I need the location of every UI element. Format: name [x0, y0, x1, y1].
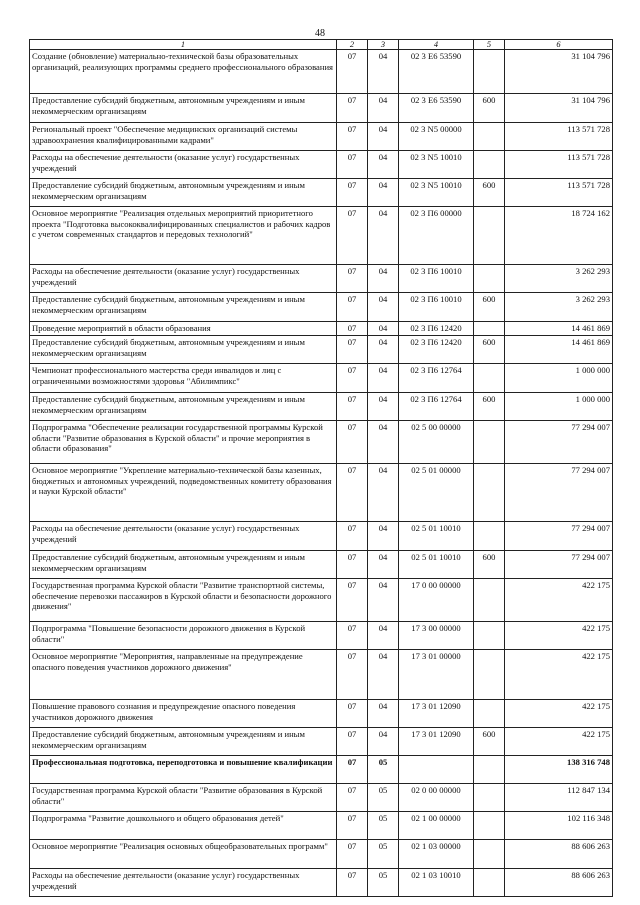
row-name: Предоставление субсидий бюджетным, автономным учреждениям и иным некоммерческим организациям: [30, 293, 337, 322]
table-row: [30, 700, 613, 728]
table-row: [30, 336, 613, 364]
row-name: Проведение мероприятий в области образования: [30, 322, 337, 336]
table-row: [30, 293, 613, 322]
budget-table: [29, 39, 613, 897]
row-target-article: 17 3 01 00000: [399, 650, 474, 700]
row-amount: 14 461 869: [505, 322, 613, 336]
row-section: 07: [337, 179, 368, 207]
row-amount: 18 724 162: [505, 207, 613, 265]
row-target-article: 02 1 00 00000: [399, 812, 474, 840]
row-amount: 88 606 263: [505, 840, 613, 869]
table-row: [30, 650, 613, 700]
row-amount: 88 606 263: [505, 869, 613, 897]
row-name: Создание (обновление) материально-технической базы образовательных организаций, реализующих программы среднего профессионального образования: [30, 50, 337, 94]
table-body: [30, 50, 613, 897]
row-expense-type: [474, 421, 505, 464]
row-target-article: 02 3 N5 10010: [399, 151, 474, 179]
row-amount: 422 175: [505, 700, 613, 728]
row-target-article: 02 3 П6 12764: [399, 393, 474, 421]
row-amount: 31 104 796: [505, 50, 613, 94]
row-subsection: 04: [368, 336, 399, 364]
row-expense-type: [474, 50, 505, 94]
table-row: [30, 207, 613, 265]
row-subsection: 04: [368, 151, 399, 179]
row-subsection: 04: [368, 123, 399, 151]
row-amount: 77 294 007: [505, 522, 613, 551]
row-amount: 3 262 293: [505, 293, 613, 322]
row-subsection: 04: [368, 293, 399, 322]
row-subsection: 04: [368, 393, 399, 421]
row-target-article: 02 3 П6 10010: [399, 293, 474, 322]
row-expense-type: [474, 756, 505, 784]
row-name: Предоставление субсидий бюджетным, автономным учреждениям и иным некоммерческим организациям: [30, 728, 337, 756]
row-name: Профессиональная подготовка, переподготовка и повышение квалификации: [30, 756, 337, 784]
row-expense-type: [474, 579, 505, 622]
row-amount: 422 175: [505, 650, 613, 700]
row-section: 07: [337, 522, 368, 551]
row-expense-type: [474, 840, 505, 869]
row-amount: 1 000 000: [505, 393, 613, 421]
row-section: 07: [337, 322, 368, 336]
row-target-article: 02 0 00 00000: [399, 784, 474, 812]
header-cell: 1: [30, 40, 337, 50]
row-name: Чемпионат профессионального мастерства среди инвалидов и лиц с ограниченными возможностями здоровья "Абилимпикс": [30, 364, 337, 393]
row-target-article: 02 1 03 00000: [399, 840, 474, 869]
row-target-article: 02 3 Е6 53590: [399, 94, 474, 123]
row-subsection: 05: [368, 784, 399, 812]
table-row: [30, 522, 613, 551]
page-number: 48: [315, 28, 325, 39]
row-subsection: 04: [368, 464, 399, 522]
row-amount: 77 294 007: [505, 464, 613, 522]
row-expense-type: [474, 322, 505, 336]
row-amount: 113 571 728: [505, 123, 613, 151]
row-name: Расходы на обеспечение деятельности (оказание услуг) государственных учреждений: [30, 522, 337, 551]
table-row: [30, 756, 613, 784]
row-section: 07: [337, 50, 368, 94]
row-target-article: 02 3 П6 12420: [399, 336, 474, 364]
row-subsection: 05: [368, 840, 399, 869]
row-expense-type: 600: [474, 551, 505, 579]
row-name: Государственная программа Курской области "Развитие транспортной системы, обеспечение перевозки пассажиров в Курской области и безопасности дорожного движения": [30, 579, 337, 622]
row-target-article: 02 1 03 10010: [399, 869, 474, 897]
table-row: [30, 50, 613, 94]
row-expense-type: [474, 784, 505, 812]
row-amount: 102 116 348: [505, 812, 613, 840]
header-cell: 2: [337, 40, 368, 50]
row-target-article: 02 5 01 10010: [399, 551, 474, 579]
row-subsection: 04: [368, 522, 399, 551]
row-name: Основное мероприятие "Реализация отдельных мероприятий приоритетного проекта "Подготовка высококвалифицированных специалистов и рабочих кадров с учетом современных стандартов и передовых технологий": [30, 207, 337, 265]
table-row: [30, 393, 613, 421]
row-expense-type: [474, 123, 505, 151]
row-expense-type: [474, 151, 505, 179]
table-row: [30, 179, 613, 207]
row-name: Предоставление субсидий бюджетным, автономным учреждениям и иным некоммерческим организациям: [30, 551, 337, 579]
row-section: 07: [337, 207, 368, 265]
table-row: [30, 869, 613, 897]
row-subsection: 04: [368, 551, 399, 579]
row-name: Региональный проект "Обеспечение медицинских организаций системы здравоохранения квалифицированными кадрами": [30, 123, 337, 151]
row-subsection: 04: [368, 421, 399, 464]
row-subsection: 04: [368, 650, 399, 700]
table-row: [30, 840, 613, 869]
row-section: 07: [337, 94, 368, 123]
header-cell: 6: [505, 40, 613, 50]
row-subsection: 04: [368, 207, 399, 265]
table-row: [30, 622, 613, 650]
row-subsection: 05: [368, 869, 399, 897]
row-name: Подпрограмма "Повышение безопасности дорожного движения в Курской области": [30, 622, 337, 650]
row-amount: 138 316 748: [505, 756, 613, 784]
table-row: [30, 551, 613, 579]
row-subsection: 04: [368, 179, 399, 207]
row-expense-type: 600: [474, 728, 505, 756]
table-row: [30, 784, 613, 812]
row-target-article: 02 5 01 10010: [399, 522, 474, 551]
row-section: 07: [337, 812, 368, 840]
row-expense-type: [474, 700, 505, 728]
row-expense-type: [474, 464, 505, 522]
row-expense-type: 600: [474, 179, 505, 207]
row-target-article: 17 0 00 00000: [399, 579, 474, 622]
row-name: Подпрограмма "Развитие дошкольного и общего образования детей": [30, 812, 337, 840]
row-section: 07: [337, 336, 368, 364]
row-name: Основное мероприятие "Укрепление материально-технической базы казенных, бюджетных и автономных учреждений, подведомственных комитету образования и науки Курской области": [30, 464, 337, 522]
row-section: 07: [337, 756, 368, 784]
row-amount: 422 175: [505, 622, 613, 650]
table-row: [30, 579, 613, 622]
row-target-article: 17 3 01 12090: [399, 728, 474, 756]
row-name: Расходы на обеспечение деятельности (оказание услуг) государственных учреждений: [30, 151, 337, 179]
row-target-article: 02 3 П6 12420: [399, 322, 474, 336]
row-target-article: 02 3 П6 12764: [399, 364, 474, 393]
row-amount: 113 571 728: [505, 151, 613, 179]
row-target-article: 02 3 Е6 53590: [399, 50, 474, 94]
table-row: [30, 123, 613, 151]
table-row: [30, 364, 613, 393]
row-expense-type: [474, 622, 505, 650]
row-subsection: 05: [368, 756, 399, 784]
row-section: 07: [337, 364, 368, 393]
table-row: [30, 421, 613, 464]
table-row: [30, 812, 613, 840]
row-subsection: 04: [368, 364, 399, 393]
row-amount: 31 104 796: [505, 94, 613, 123]
row-name: Предоставление субсидий бюджетным, автономным учреждениям и иным некоммерческим организациям: [30, 179, 337, 207]
row-amount: 112 847 134: [505, 784, 613, 812]
row-amount: 14 461 869: [505, 336, 613, 364]
table-row: [30, 464, 613, 522]
row-expense-type: 600: [474, 336, 505, 364]
row-amount: 77 294 007: [505, 551, 613, 579]
row-section: 07: [337, 393, 368, 421]
row-section: 07: [337, 265, 368, 293]
row-target-article: 02 5 01 00000: [399, 464, 474, 522]
row-name: Государственная программа Курской области "Развитие образования в Курской области": [30, 784, 337, 812]
row-section: 07: [337, 123, 368, 151]
table-row: [30, 728, 613, 756]
row-expense-type: [474, 869, 505, 897]
row-subsection: 04: [368, 50, 399, 94]
row-target-article: 17 3 01 12090: [399, 700, 474, 728]
row-amount: 113 571 728: [505, 179, 613, 207]
row-section: 07: [337, 579, 368, 622]
row-name: Предоставление субсидий бюджетным, автономным учреждениям и иным некоммерческим организациям: [30, 94, 337, 123]
row-expense-type: 600: [474, 393, 505, 421]
row-name: Расходы на обеспечение деятельности (оказание услуг) государственных учреждений: [30, 869, 337, 897]
row-amount: 1 000 000: [505, 364, 613, 393]
row-expense-type: [474, 650, 505, 700]
row-section: 07: [337, 650, 368, 700]
row-subsection: 04: [368, 622, 399, 650]
row-target-article: 02 3 N5 10010: [399, 179, 474, 207]
row-expense-type: [474, 265, 505, 293]
row-section: 07: [337, 151, 368, 179]
header-row: [30, 40, 613, 50]
row-section: 07: [337, 840, 368, 869]
row-section: 07: [337, 869, 368, 897]
header-cell: 3: [368, 40, 399, 50]
row-subsection: 04: [368, 728, 399, 756]
row-section: 07: [337, 700, 368, 728]
row-name: Предоставление субсидий бюджетным, автономным учреждениям и иным некоммерческим организациям: [30, 336, 337, 364]
row-name: Основное мероприятие "Мероприятия, направленные на предупреждение опасного поведения участников дорожного движения": [30, 650, 337, 700]
row-target-article: 02 3 N5 00000: [399, 123, 474, 151]
header-cell: 4: [399, 40, 474, 50]
header-cell: 5: [474, 40, 505, 50]
row-section: 07: [337, 784, 368, 812]
row-section: 07: [337, 421, 368, 464]
row-target-article: 02 3 П6 10010: [399, 265, 474, 293]
row-subsection: 04: [368, 322, 399, 336]
row-target-article: 02 3 П6 00000: [399, 207, 474, 265]
table-row: [30, 322, 613, 336]
row-name: Подпрограмма "Обеспечение реализации государственной программы Курской области "Развитие образования в Курской области" и прочие мероприятия в области образования": [30, 421, 337, 464]
row-section: 07: [337, 551, 368, 579]
row-section: 07: [337, 464, 368, 522]
row-name: Повышение правового сознания и предупреждение опасного поведения участников дорожного движения: [30, 700, 337, 728]
table-row: [30, 151, 613, 179]
row-subsection: 05: [368, 812, 399, 840]
row-section: 07: [337, 622, 368, 650]
row-subsection: 04: [368, 265, 399, 293]
row-expense-type: [474, 207, 505, 265]
row-section: 07: [337, 728, 368, 756]
row-name: Расходы на обеспечение деятельности (оказание услуг) государственных учреждений: [30, 265, 337, 293]
row-expense-type: [474, 364, 505, 393]
row-name: Основное мероприятие "Реализация основных общеобразовательных программ": [30, 840, 337, 869]
row-subsection: 04: [368, 700, 399, 728]
table-row: [30, 94, 613, 123]
row-expense-type: [474, 522, 505, 551]
row-target-article: 02 5 00 00000: [399, 421, 474, 464]
row-section: 07: [337, 293, 368, 322]
row-amount: 422 175: [505, 728, 613, 756]
row-expense-type: [474, 812, 505, 840]
row-amount: 3 262 293: [505, 265, 613, 293]
row-target-article: 17 3 00 00000: [399, 622, 474, 650]
row-target-article: [399, 756, 474, 784]
row-expense-type: 600: [474, 94, 505, 123]
table-row: [30, 265, 613, 293]
row-amount: 77 294 007: [505, 421, 613, 464]
row-name: Предоставление субсидий бюджетным, автономным учреждениям и иным некоммерческим организациям: [30, 393, 337, 421]
row-subsection: 04: [368, 579, 399, 622]
row-subsection: 04: [368, 94, 399, 123]
row-amount: 422 175: [505, 579, 613, 622]
row-expense-type: 600: [474, 293, 505, 322]
